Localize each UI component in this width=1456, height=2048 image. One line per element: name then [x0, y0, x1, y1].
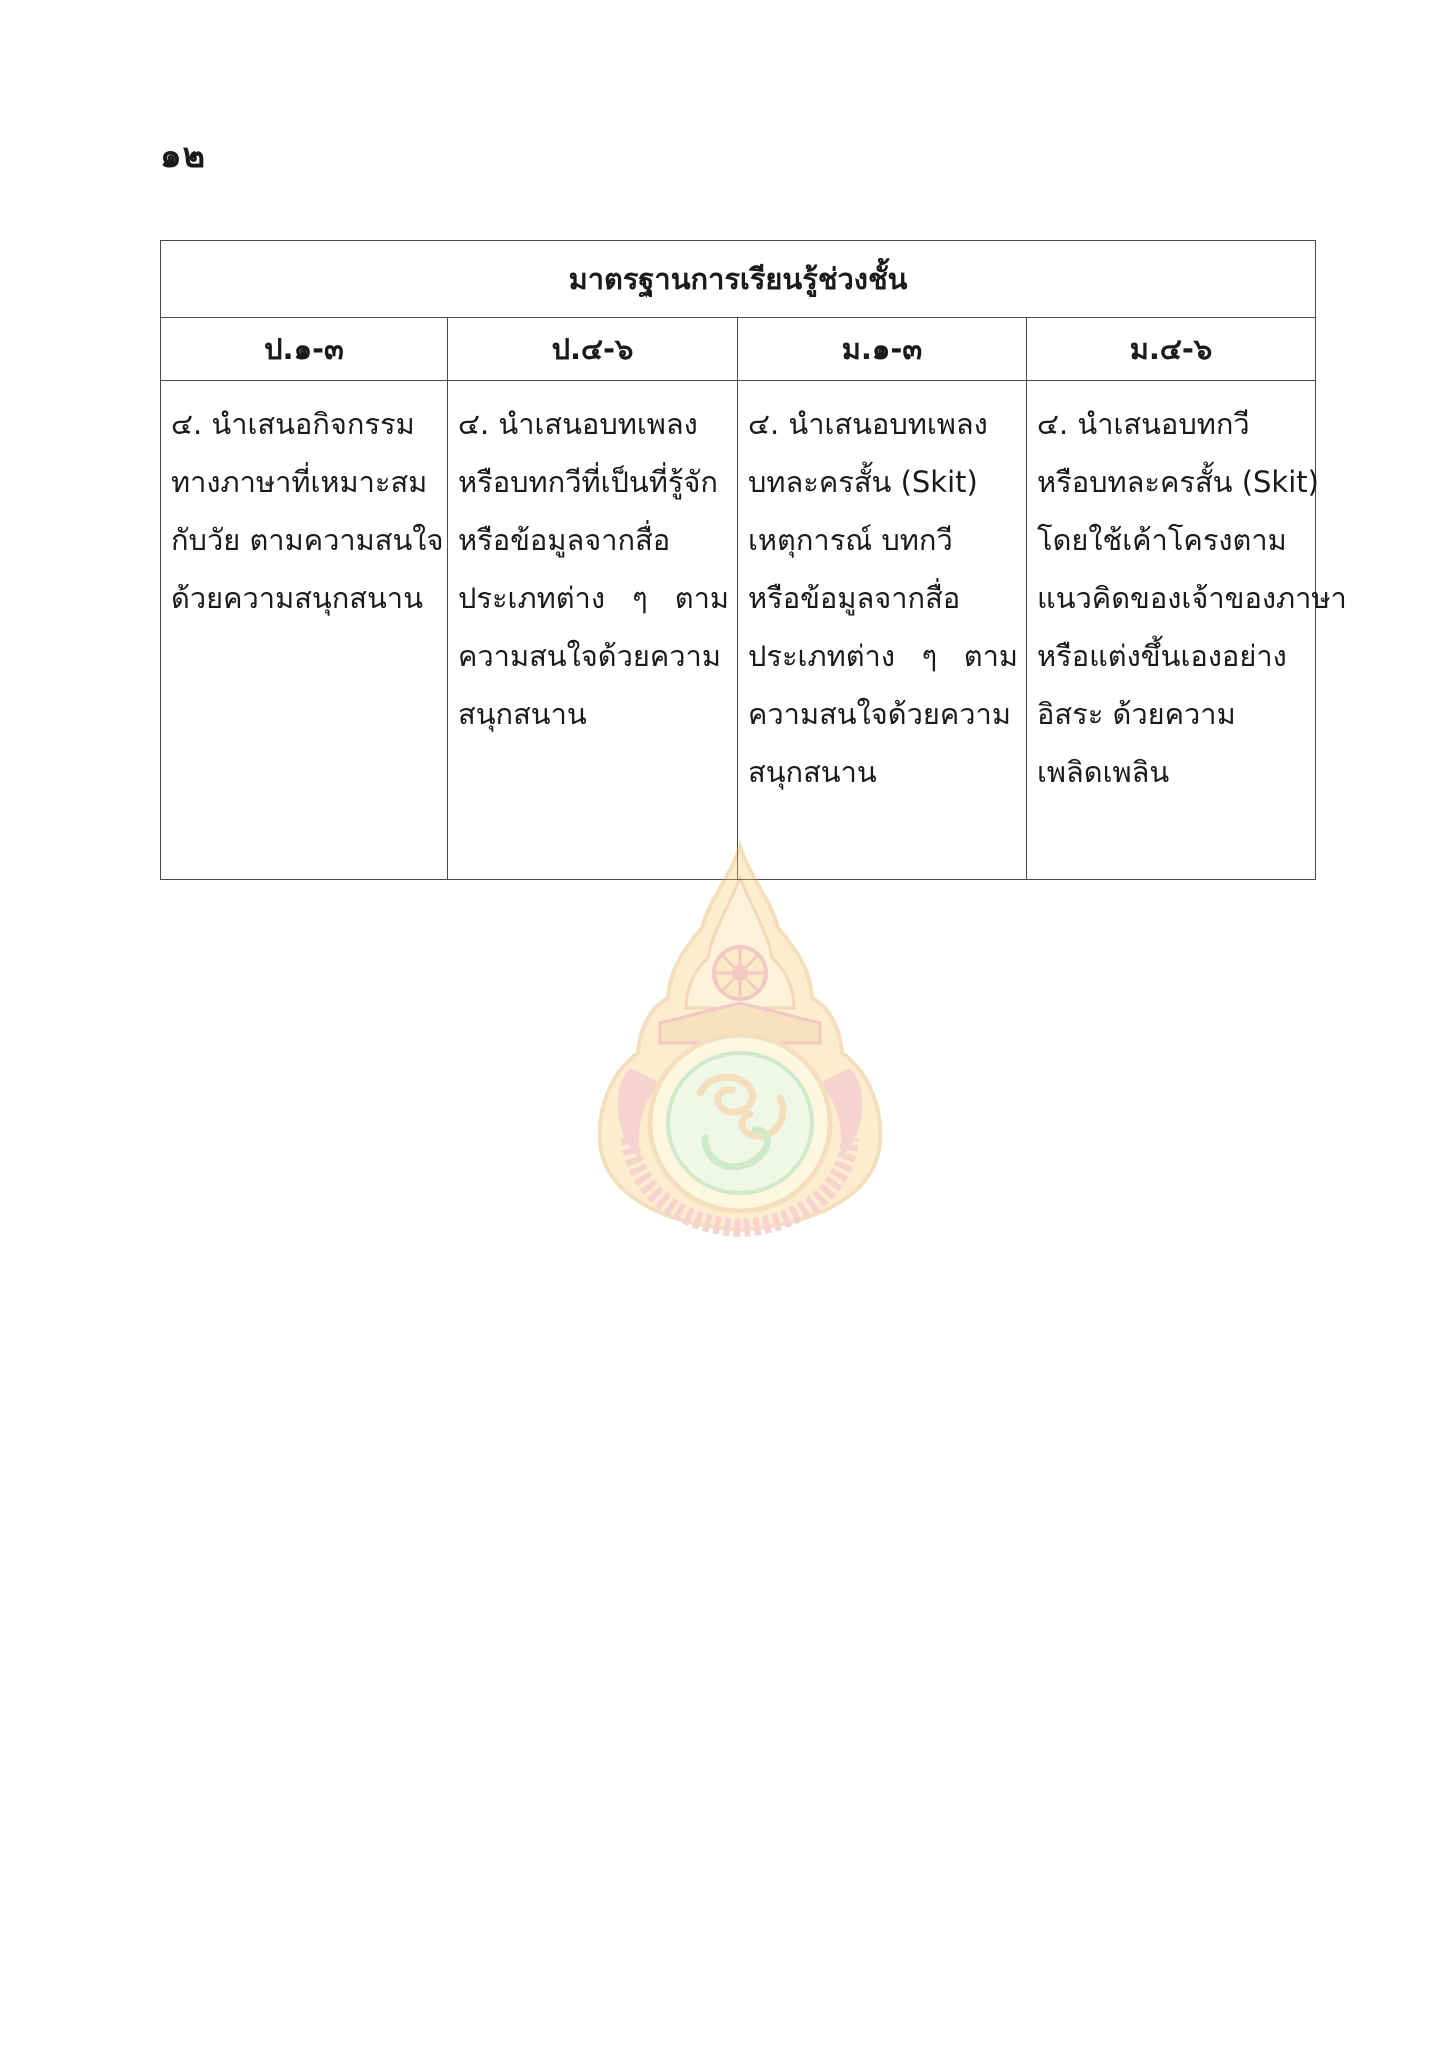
content-cell-m1-3	[738, 381, 1027, 880]
level-header-m1-3: ม.๑-๓	[738, 318, 1027, 381]
cell-line: หรือแต่งขึ้นเองอย่าง	[1037, 639, 1287, 673]
cell-line: ๔. นำเสนอบทกวี	[1037, 407, 1250, 441]
cell-line: ความสนใจด้วยความ	[748, 697, 1011, 731]
level-header-p1-3: ป.๑-๓	[161, 318, 448, 381]
cell-line: หรือบทกวีที่เป็นที่รู้จัก	[458, 465, 718, 499]
content-cell-m4-6	[1027, 381, 1347, 880]
content-cell-p4-6	[448, 381, 738, 880]
level-header-m4-6: ม.๔-๖	[1027, 318, 1316, 381]
content-cell-p1-3	[161, 381, 448, 880]
cell-line: เพลิดเพลิน	[1037, 755, 1170, 789]
cell-line: ประเภทต่าง ๆ ตาม	[458, 581, 729, 615]
cell-line: บทละครสั้น (Skit)	[748, 465, 978, 499]
cell-line: ทางภาษาที่เหมาะสม	[171, 465, 428, 499]
cell-line: เหตุการณ์ บทกวี	[748, 523, 953, 557]
cell-line: หรือข้อมูลจากสื่อ	[458, 523, 671, 557]
learning-standards-table	[160, 240, 1347, 880]
page-number: ๑๒	[160, 136, 206, 176]
obec-seal-watermark-icon	[590, 838, 890, 1238]
table-title-row	[161, 241, 1316, 318]
cell-line: หรือบทละครสั้น (Skit)	[1037, 465, 1319, 499]
cell-line: สนุกสนาน	[748, 755, 877, 789]
table-title: มาตรฐานการเรียนรู้ช่วงชั้น	[161, 241, 1316, 318]
cell-line: สนุกสนาน	[458, 697, 587, 731]
cell-line: ประเภทต่าง ๆ ตาม	[748, 639, 1018, 673]
table-level-row	[161, 318, 1316, 381]
cell-line: ๔. นำเสนอกิจกรรม	[171, 407, 415, 441]
cell-line: แนวคิดของเจ้าของภาษา	[1037, 581, 1347, 615]
table-content-row	[161, 381, 1316, 880]
cell-line: โดยใช้เค้าโครงตาม	[1037, 523, 1287, 557]
level-header-p4-6: ป.๔-๖	[448, 318, 738, 381]
cell-line: อิสระ ด้วยความ	[1037, 697, 1236, 731]
cell-line: ด้วยความสนุกสนาน	[171, 581, 423, 615]
cell-line: ๔. นำเสนอบทเพลง	[748, 407, 988, 441]
cell-line: ๔. นำเสนอบทเพลง	[458, 407, 698, 441]
cell-line: หรือข้อมูลจากสื่อ	[748, 581, 961, 615]
cell-line: กับวัย ตามความสนใจ	[171, 523, 444, 557]
cell-line: ความสนใจด้วยความ	[458, 639, 721, 673]
